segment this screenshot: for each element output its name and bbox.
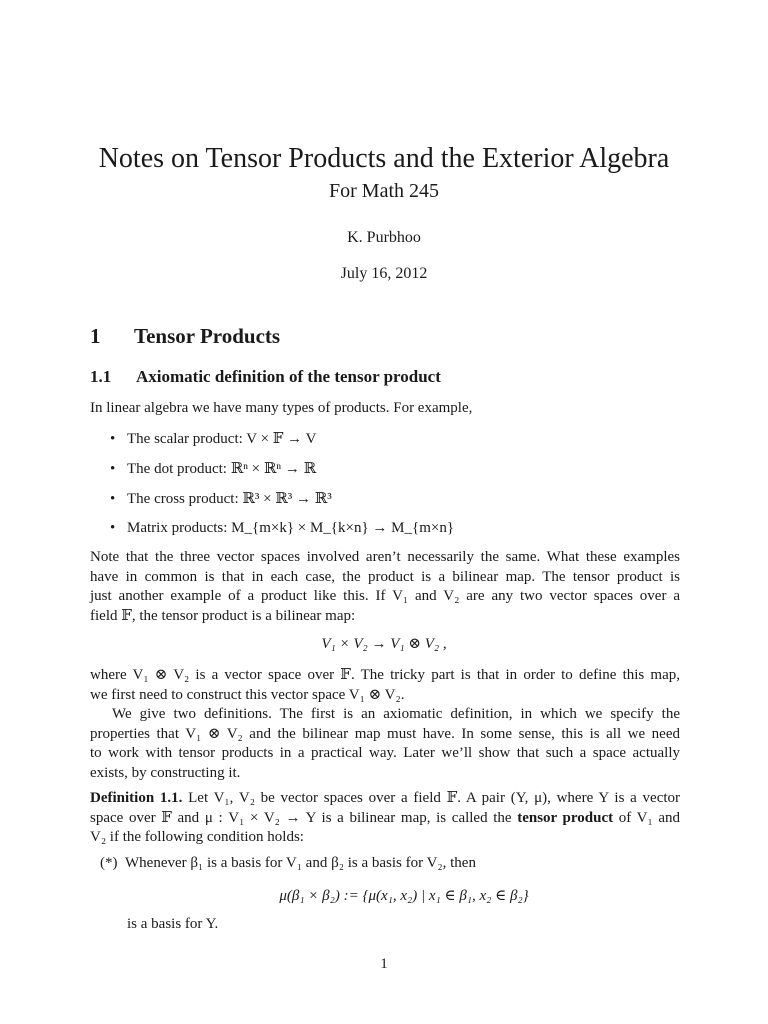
condition-tail: is a basis for Y. [127,916,219,932]
paragraph-line: have in common is that in each case, the product is a bilinear map. The tensor product is [90,568,680,585]
definition-term: tensor product [517,809,614,826]
definition-line [90,809,680,829]
definition-condition [100,855,476,872]
paragraph-line: properties that V₁ ⊗ V₂ and the bilinear map must have. In some sense, this is all we need [90,725,680,742]
paragraph-3 [90,705,680,783]
section-title: Tensor Products [134,324,281,348]
paragraph-line: exists, by constructing it. [90,764,241,781]
definition-block [90,789,680,848]
list-item [110,520,454,537]
definition-text: of V₁ and [618,809,681,826]
condition-text: Whenever β₁ is a basis for V₁ and β₂ is a basis for V₂, then [125,855,476,871]
section-number: 1 [90,324,101,348]
definition-line [90,789,680,809]
bullet-icon: • [110,491,116,507]
bullet-icon: • [110,431,116,447]
list-item [110,489,332,508]
definition-label: Definition 1.1. [90,790,183,806]
subsection-heading [90,367,441,387]
paper-date: July 16, 2012 [340,265,428,282]
subsection-title: Axiomatic definition of the tensor product [136,367,441,386]
condition-equation: μ(β₁ × β₂) := {μ(x₁, x₂) | x₁ ∈ β₁, x₂ ∈ β₂} [279,888,529,904]
condition-label: (*) [100,855,118,871]
list-item [110,429,317,448]
page-number: 1 [380,956,388,972]
bullet-icon: • [110,520,116,536]
list-item-text: Matrix products: M_{m×k} × M_{k×n} → M_{m×n} [127,520,455,536]
list-item-text: The cross product: ℝ³ × ℝ³ → ℝ³ [127,491,332,507]
paragraph-line: we first need to construct this vector space V₁ ⊗ V₂. [90,686,405,703]
list-item-text: The dot product: ℝⁿ × ℝⁿ → ℝ [127,461,317,477]
section-heading [90,324,280,349]
bullet-icon: • [110,461,116,477]
paragraph-line: Note that the three vector spaces involved aren’t necessarily the same. What these examples [90,549,680,565]
list-item-text: The scalar product: V × 𝔽 → V [127,431,317,447]
paragraph-line: We give two definitions. The first is an axiomatic definition, in which we specify the [112,706,680,722]
definition-text: Let V₁, V₂ be vector spaces over a field 𝔽. A pair (Y, μ), where Y is a vector [188,790,681,806]
paper-title: Notes on Tensor Products and the Exterior Algebra [98,143,670,174]
paper-subtitle: For Math 245 [329,180,439,202]
definition-text: space over 𝔽 and μ : V₁ × V₂ → Y is a bilinear map, is called the [90,809,512,826]
paragraph-line: just another example of a product like this. If V₁ and V₂ are any two vector spaces over a [90,588,680,604]
paragraph-line: where V₁ ⊗ V₂ is a vector space over 𝔽. The tricky part is that in order to define this map, [90,667,680,683]
intro-text: In linear algebra we have many types of products. For example, [90,400,473,416]
list-item [110,459,316,478]
paragraph-1 [90,548,680,626]
paragraph-2 [90,666,680,705]
paragraph-line: field 𝔽, the tensor product is a bilinear map: [90,607,356,624]
display-equation: V₁ × V₂ → V₁ ⊗ V₂ , [321,636,447,652]
definition-line: V₂ if the following condition holds: [90,829,304,845]
subsection-number: 1.1 [90,367,112,386]
paper-author: K. Purbhoo [347,229,421,246]
paragraph-line: to work with tensor products in a practical way. Later we’ll show that such a space actually [90,745,680,761]
